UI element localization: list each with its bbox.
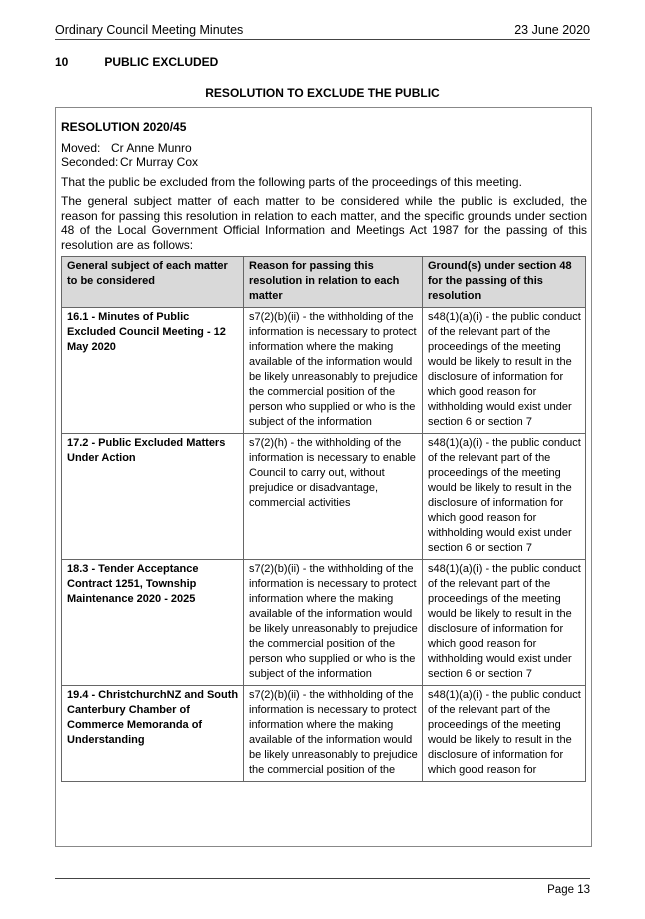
table-row [62,560,586,686]
seconded-label: Seconded: [61,155,119,169]
row-subject: 18.3 - Tender Acceptance Contract 1251, Township Maintenance 2020 - 2025 [62,560,244,686]
table-header-row [62,257,586,308]
row-reason: s7(2)(b)(ii) - the withholding of the information is necessary to protect information where the making available of the information would be likely unreasonably to prejudice the commercial position of the [244,686,423,782]
footer-divider [55,878,590,879]
moved-row [61,141,587,156]
table-row [62,686,586,782]
header-subject: General subject of each matter to be considered [62,257,244,308]
section-number: 10 [55,55,69,69]
row-reason: s7(2)(b)(ii) - the withholding of the information is necessary to protect information where the making available of the information would be likely unreasonably to prejudice the commercial position of the person who supplied or who is the subject of the information [244,308,423,434]
resolution-paragraph-2: The general subject matter of each matter to be considered while the public is excluded, the reason for passing this resolution in relation to each matter, and the specific grounds under section 48 of the Local Government Official Information and Meetings Act 1987 for the passing of this resolution are as follows: [61,194,587,252]
meeting-date: 23 June 2020 [514,23,590,37]
table-row [62,308,586,434]
header-ground: Ground(s) under section 48 for the passing of this resolution [423,257,586,308]
exclusion-table [61,256,586,782]
row-ground: s48(1)(a)(i) - the public conduct of the relevant part of the proceedings of the meeting would be likely to result in the disclosure of information for which good reason for withholding would exist under section 6 or section 7 [423,434,586,560]
resolution-label: RESOLUTION 2020/45 [61,120,187,134]
moved-by: Cr Anne Munro [111,140,192,155]
resolution-box [55,107,592,847]
section-heading [55,55,218,69]
page-number: Page 13 [547,884,590,896]
document-title: Ordinary Council Meeting Minutes [55,23,244,37]
row-ground: s48(1)(a)(i) - the public conduct of the relevant part of the proceedings of the meeting would be likely to result in the disclosure of information for which good reason for withholding would exist under section 6 or section 7 [423,308,586,434]
row-reason: s7(2)(b)(ii) - the withholding of the information is necessary to protect information where the making available of the information would be likely unreasonably to prejudice the commercial position of the person who supplied or who is the subject of the information [244,560,423,686]
row-subject: 16.1 - Minutes of Public Excluded Council Meeting - 12 May 2020 [62,308,244,434]
row-ground: s48(1)(a)(i) - the public conduct of the relevant part of the proceedings of the meeting would be likely to result in the disclosure of information for which good reason for withholding would exist under section 6 or section 7 [423,560,586,686]
row-reason: s7(2)(h) - the withholding of the information is necessary to enable Council to carry out, without prejudice or disadvantage, commercial activities [244,434,423,560]
row-subject: 17.2 - Public Excluded Matters Under Action [62,434,244,560]
moved-label: Moved: [61,140,101,155]
table-row [62,434,586,560]
resolution-subtitle: RESOLUTION TO EXCLUDE THE PUBLIC [205,86,440,100]
resolution-paragraph-1: That the public be excluded from the following parts of the proceedings of this meeting. [61,174,522,189]
seconded-by: Cr Murray Cox [120,155,199,169]
section-title: PUBLIC EXCLUDED [104,55,219,69]
header-reason: Reason for passing this resolution in relation to each matter [244,257,423,308]
page-header [55,23,590,40]
row-ground: s48(1)(a)(i) - the public conduct of the relevant part of the proceedings of the meeting would be likely to result in the disclosure of information for which good reason for [423,686,586,782]
seconded-row [61,155,587,170]
row-subject: 19.4 - ChristchurchNZ and South Canterbury Chamber of Commerce Memoranda of Understanding [62,686,244,782]
